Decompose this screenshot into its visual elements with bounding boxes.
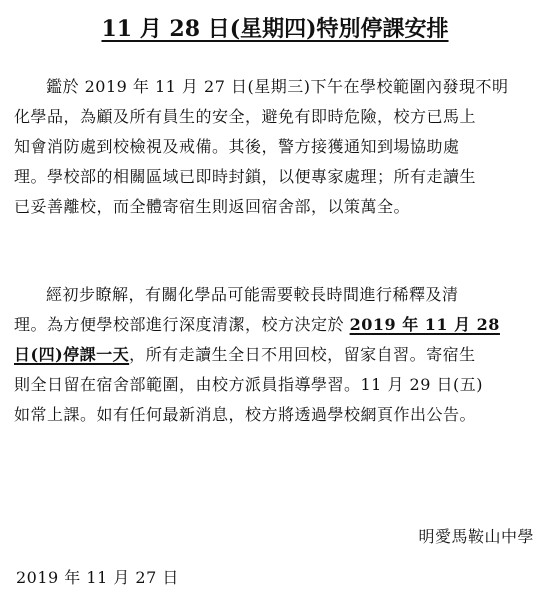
- paragraph-line: 經初步瞭解，有關化學品可能需要較長時間進行稀釋及清: [46, 285, 459, 304]
- paragraph-incident: [14, 72, 536, 222]
- paragraph-line: 則全日留在宿舍部範圍，由校方派員指導學習。11 月 29 日(五): [14, 375, 483, 394]
- paragraph-line: 已妥善離校，而全體寄宿生則返回宿舍部，以策萬全。: [14, 197, 411, 216]
- paragraph-line: 如常上課。如有任何最新消息，校方將透過學校網頁作出公告。: [14, 405, 477, 424]
- notice-title-text: 11 月 28 日(星期四)特別停課安排: [101, 16, 449, 42]
- notice-title: [0, 14, 550, 44]
- paragraph-line: 化學品，為顧及所有員生的安全，避免有即時危險，校方已馬上: [14, 107, 477, 126]
- school-signature: 明愛馬鞍山中學: [418, 527, 534, 546]
- paragraph-line: 鑑於 2019 年 11 月 27 日(星期三)下午在學校範圍內發現不明: [46, 77, 509, 96]
- paragraph-arrangement: [14, 280, 536, 430]
- paragraph-line: 知會消防處到校檢視及戒備。其後，警方接獲通知到場協助處: [14, 137, 460, 156]
- suspension-date-highlight: 2019 年 11 月 28: [349, 315, 500, 334]
- paragraph-text: ，所有走讀生全日不用回校，留家自習。寄宿生: [129, 345, 476, 364]
- paragraph-line: [14, 310, 536, 340]
- paragraph-line: [14, 340, 536, 370]
- paragraph-line: 理。學校部的相關區域已即時封鎖，以便專家處理；所有走讀生: [14, 167, 477, 186]
- suspension-date-highlight: 日(四)停課一天: [14, 345, 130, 364]
- notice-date: 2019 年 11 月 27 日: [16, 568, 179, 587]
- paragraph-text: 理。為方便學校部進行深度清潔，校方決定於: [14, 315, 350, 334]
